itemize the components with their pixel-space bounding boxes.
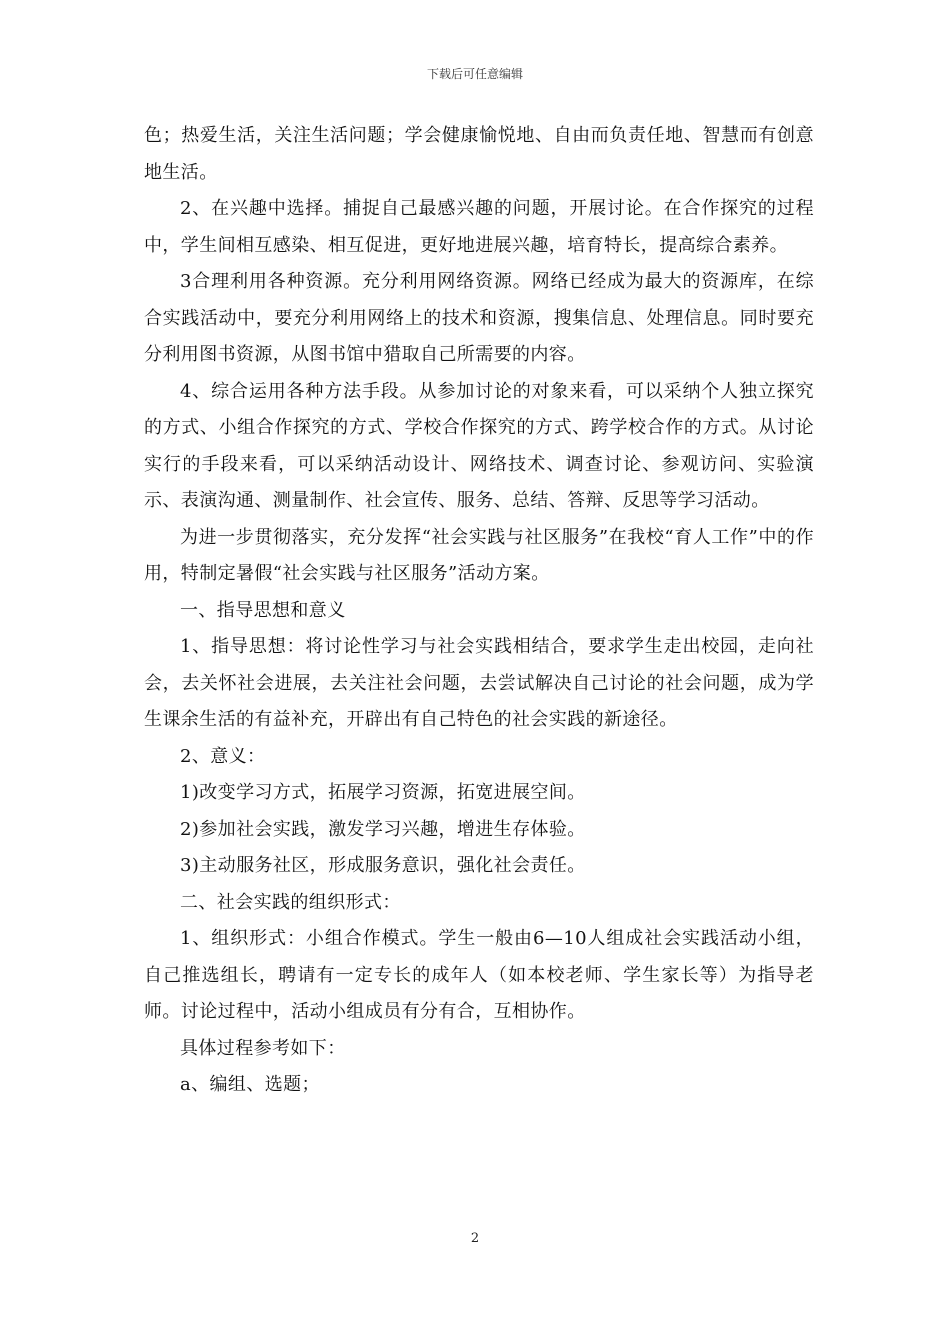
- document-body: [144, 118, 814, 1104]
- paragraph: 色；热爱生活，关注生活问题；学会健康愉悦地、自由而负责任地、智慧而有创意地生活。: [144, 125, 814, 183]
- paragraph: 为进一步贯彻落实，充分发挥“社会实践与社区服务”在我校“育人工作”中的作用，特制定暑假“社会实践与社区服务”活动方案。: [144, 526, 814, 584]
- list-item: 1)改变学习方式，拓展学习资源，拓宽进展空间。: [180, 782, 586, 803]
- paragraph: 4、综合运用各种方法手段。从参加讨论的对象来看，可以采纳个人独立探究的方式、小组合作探究的方式、学校合作探究的方式、跨学校合作的方式。从讨论实行的手段来看，可以采纳活动设计、网络技术、调查讨论、参观访问、实验演示、表演沟通、测量制作、社会宣传、服务、总结、答辩、反思等学习活动。: [144, 380, 814, 511]
- page-header: 下载后可任意编辑: [426, 67, 523, 81]
- list-item: 3)主动服务社区，形成服务意识，强化社会责任。: [180, 855, 586, 876]
- list-item: a、编组、选题；: [180, 1074, 320, 1095]
- paragraph: 具体过程参考如下：: [180, 1037, 346, 1059]
- page-number: 2: [470, 1231, 480, 1246]
- paragraph: 2、意义：: [180, 745, 266, 767]
- section-heading: 二、社会实践的组织形式：: [180, 891, 401, 913]
- list-item: 2)参加社会实践，激发学习兴趣，增进生存体验。: [180, 818, 586, 840]
- paragraph: 1、指导思想：将讨论性学习与社会实践相结合，要求学生走出校园，走向社会，去关怀社会进展，去关注社会问题，去尝试解决自己讨论的社会问题，成为学生课余生活的有益补充，开辟出有自己特色的社会实践的新途径。: [144, 636, 814, 730]
- paragraph: 1、组织形式：小组合作模式。学生一般由6—10人组成社会实践活动小组，自己推选组长，聘请有一定专长的成年人（如本校老师、学生家长等）为指导老师。讨论过程中，活动小组成员有分有合，互相协作。: [144, 928, 814, 1022]
- paragraph: 2、在兴趣中选择。捕捉自己最感兴趣的问题，开展讨论。在合作探究的过程中，学生间相互感染、相互促进，更好地进展兴趣，培育特长，提高综合素养。: [144, 198, 814, 256]
- paragraph: 3合理利用各种资源。充分利用网络资源。网络已经成为最大的资源库，在综合实践活动中，要充分利用网络上的技术和资源，搜集信息、处理信息。同时要充分利用图书资源，从图书馆中猎取自己所需要的内容。: [144, 271, 814, 365]
- section-heading: 一、指导思想和意义: [180, 599, 346, 621]
